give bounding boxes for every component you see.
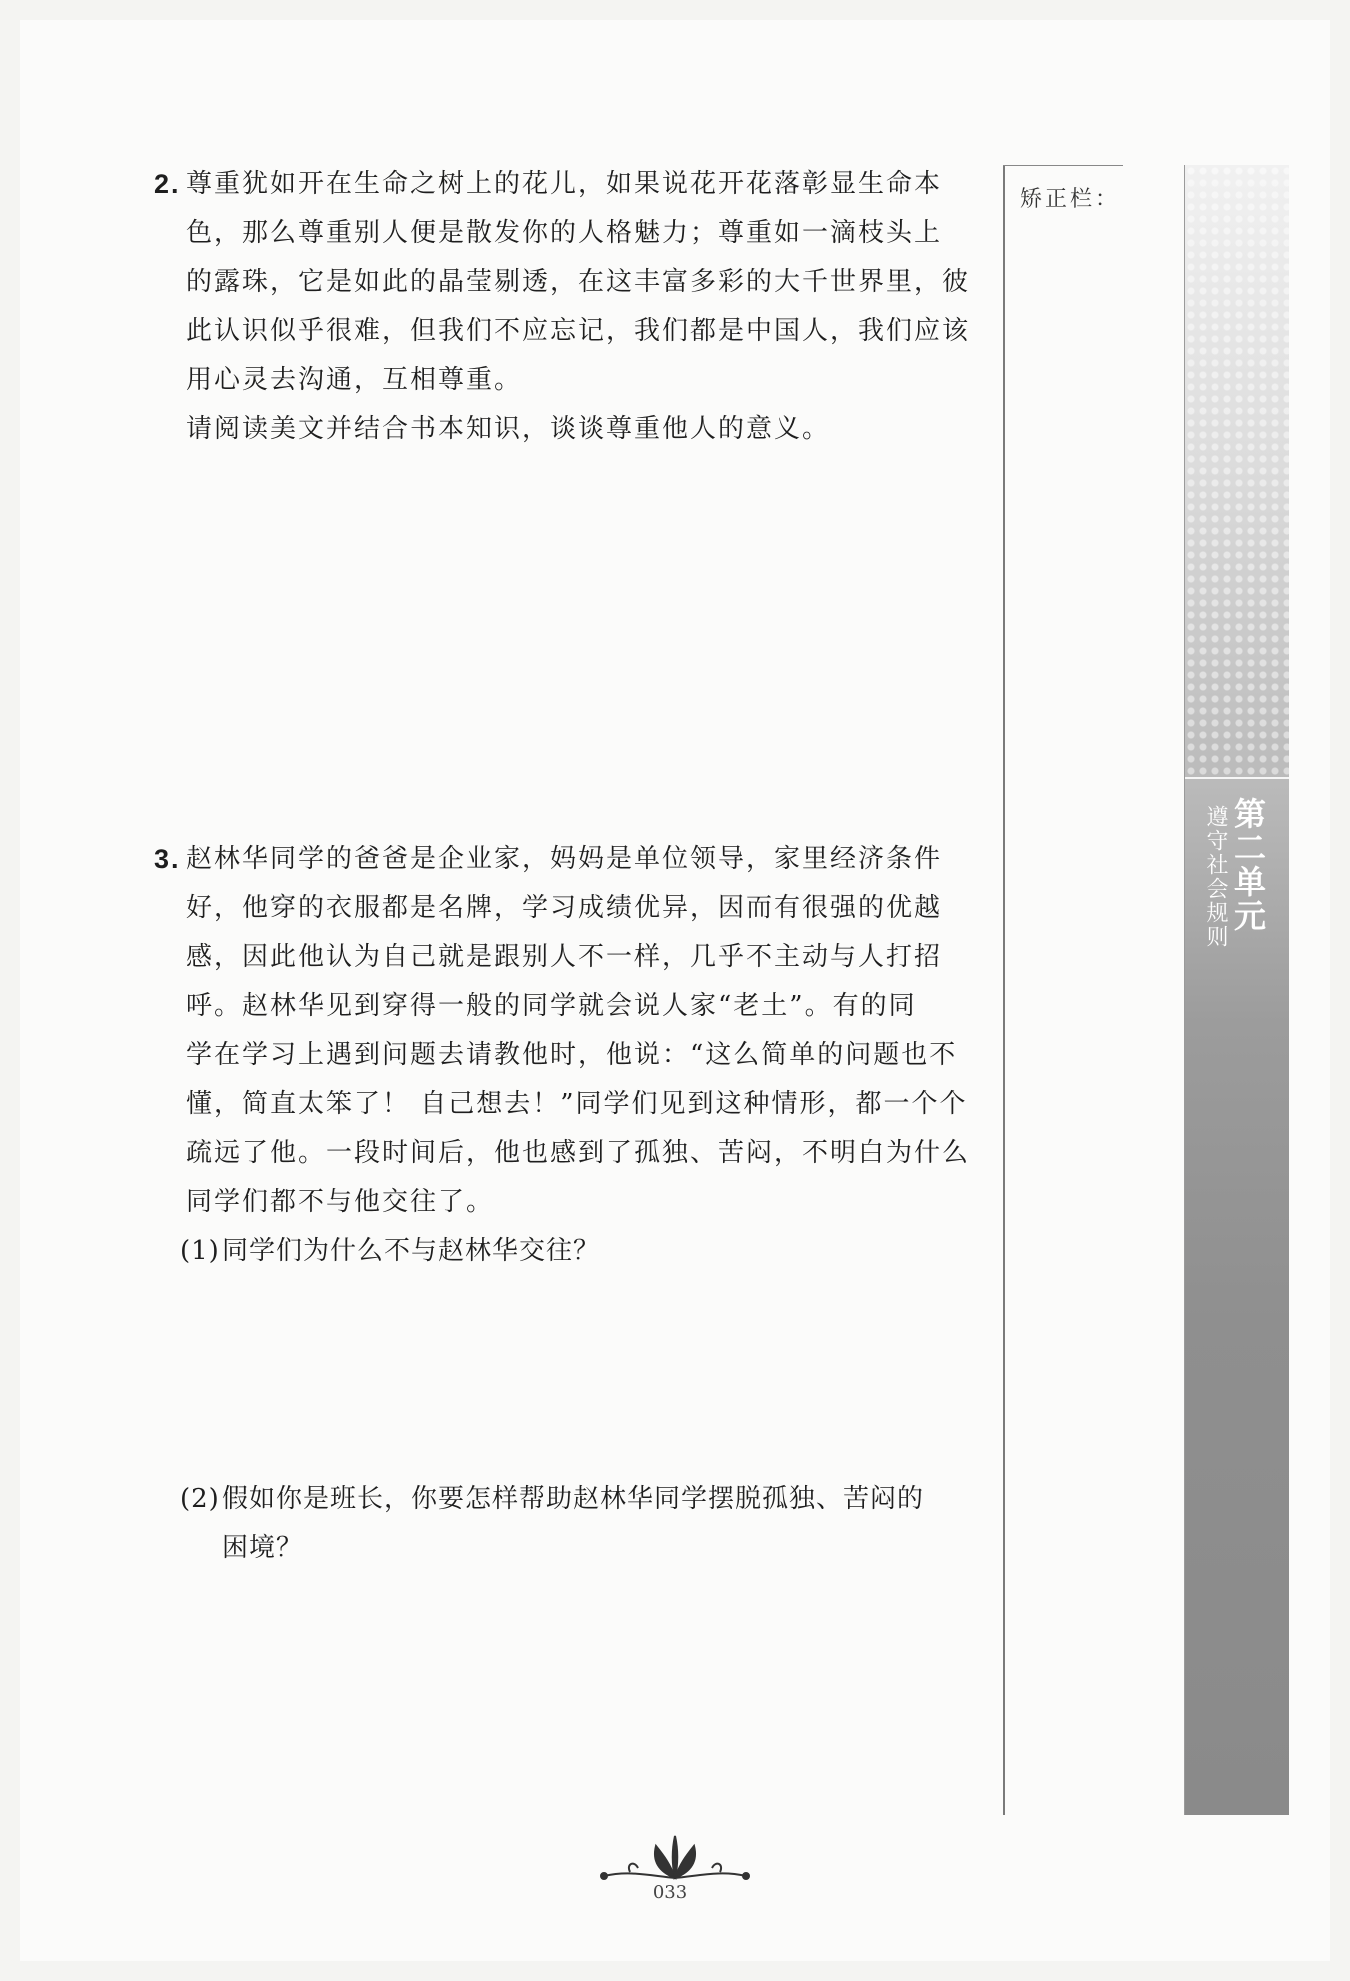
sidebar-divider (1185, 777, 1289, 779)
unit-subtitle: 遵守社会规则 (1203, 805, 1228, 949)
text-line: 同学们都不与他交往了。 (186, 1187, 495, 1217)
question-3 (154, 835, 976, 1227)
text-line: 学在学习上遇到问题去请教他时，他说：“这么简单的问题也不 (186, 1040, 958, 1070)
correction-column-divider (1003, 165, 1005, 1815)
correction-column-label: 矫正栏： (1020, 187, 1121, 212)
unit-title: 第二单元 (1229, 797, 1267, 933)
correction-column-top-rule (1003, 165, 1123, 166)
question-prompt: 请阅读美文并结合书本知识，谈谈尊重他人的意义。 (186, 414, 831, 444)
text-line: 尊重犹如开在生命之树上的花儿，如果说花开花落彰显生命本 (186, 169, 943, 199)
sub-question-label: (1) (180, 1236, 220, 1266)
text-line: 疏远了他。一段时间后，他也感到了孤独、苦闷，不明白为什么 (186, 1138, 971, 1168)
text-line: 此认识似乎很难，但我们不应忘记，我们都是中国人，我们应该 (186, 316, 971, 346)
question-number: 3. (154, 844, 181, 874)
leaf-ornament-icon (590, 1832, 760, 1884)
question-text (186, 835, 976, 1227)
halftone-pattern (1185, 165, 1289, 775)
text-line: 感，因此他认为自己就是跟别人不一样，几乎不主动与人打招 (186, 942, 943, 972)
sub-question-2 (180, 1475, 982, 1573)
unit-sidebar (1184, 165, 1289, 1815)
question-text (186, 160, 976, 405)
sub-question-text: 假如你是班长，你要怎样帮助赵林华同学摆脱孤独、苦闷的 (222, 1484, 925, 1514)
question-2 (154, 160, 976, 454)
sub-question-text: 困境？ (222, 1533, 304, 1563)
text-line: 懂，简直太笨了！ 自己想去！”同学们见到这种情形，都一个个 (186, 1089, 968, 1119)
sub-question-label: (2) (180, 1484, 220, 1514)
text-line: 呼。赵林华见到穿得一般的同学就会说人家“老土”。有的同 (186, 991, 917, 1021)
text-line: 色，那么尊重别人便是散发你的人格魅力；尊重如一滴枝头上 (186, 218, 943, 248)
text-line: 用心灵去沟通，互相尊重。 (186, 365, 523, 395)
sub-question-1 (180, 1227, 982, 1276)
sub-question-text: 同学们为什么不与赵林华交往？ (222, 1236, 601, 1266)
text-line: 好，他穿的衣服都是名牌，学习成绩优异，因而有很强的优越 (186, 893, 943, 923)
text-line: 赵林华同学的爸爸是企业家，妈妈是单位领导，家里经济条件 (186, 844, 943, 874)
page-number: 033 (652, 1882, 688, 1903)
text-line: 的露珠，它是如此的晶莹剔透，在这丰富多彩的大千世界里，彼 (186, 267, 971, 297)
question-number: 2. (154, 169, 181, 199)
